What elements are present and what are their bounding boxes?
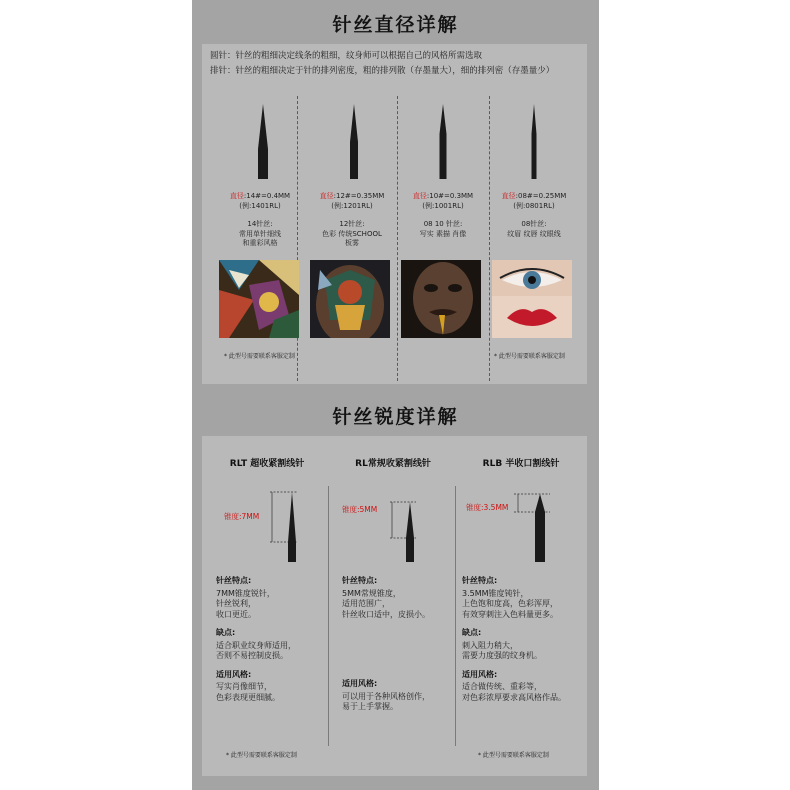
- custom-order-note: * 此型号需要联系客服定制: [478, 752, 549, 759]
- style-label: 适用风格:: [216, 669, 252, 679]
- diameter-label: 直径: [319, 192, 334, 200]
- example-model: (例:1401RL): [239, 201, 281, 210]
- cons-line: 否则不易控制皮损。: [216, 651, 288, 660]
- feature-line: 适用范围广，: [342, 599, 390, 608]
- needle-12-icon: [348, 104, 360, 179]
- rlb-details: [462, 576, 580, 711]
- cons-label: 缺点:: [216, 628, 236, 637]
- description-round-needle: 圆针：针丝的粗细决定线条的粗细，纹身师可以根据自己的风格所需选取: [210, 51, 483, 61]
- needle-name: 08针丝:: [521, 220, 547, 228]
- spec-column-08: [494, 192, 574, 239]
- style-line: 写实肖像细节，: [216, 682, 272, 691]
- taper-label: 锥度: [224, 512, 239, 521]
- feature-line: 上色饱和度高，色彩浑厚，: [462, 599, 558, 608]
- taper-label: 锥度: [342, 505, 357, 514]
- content-panel: [192, 0, 599, 790]
- needle-14-icon: [257, 104, 269, 179]
- style-line: 对色彩浓厚要求高风格作品。: [462, 692, 566, 702]
- rl-taper-diagram: [380, 484, 450, 564]
- rl-details: [342, 576, 460, 721]
- usage-line: 纹眉 纹唇 纹眼线: [507, 229, 561, 238]
- features-label: 针丝特点:: [462, 576, 498, 585]
- custom-order-note: * 此型号需要联系客服定制: [224, 353, 295, 360]
- custom-order-note: * 此型号需要联系客服定制: [226, 752, 297, 759]
- example-model: (例:1001RL): [422, 201, 464, 210]
- feature-line: 3.5MM锥度钝针，: [462, 588, 529, 598]
- diameter-label: 直径: [229, 192, 244, 200]
- taper-value: :3.5MM: [481, 503, 509, 512]
- feature-line: 针丝收口适中，皮损小。: [342, 609, 430, 619]
- example-model: (例:1201RL): [331, 201, 373, 210]
- spec-column-12: [312, 192, 392, 249]
- section2-title: 针丝锐度详解: [332, 406, 459, 428]
- usage-line: 色彩 传统SCHOOL: [322, 229, 382, 238]
- usage-line: 板雾: [345, 239, 359, 247]
- style-line: 易于上手掌握。: [342, 702, 398, 711]
- rlt-taper-label: [224, 511, 259, 522]
- example-model: (例:0801RL): [513, 201, 555, 210]
- needle-name: 12针丝:: [339, 220, 365, 228]
- cons-line: 需要力度强的纹身机。: [462, 651, 542, 660]
- spec-column-14: [220, 192, 300, 249]
- rlb-taper-diagram: [512, 484, 582, 564]
- column-divider: [397, 96, 398, 381]
- needle-name: 08 10 针丝:: [423, 220, 463, 228]
- style-line: 可以用于各种风格创作，: [342, 691, 430, 701]
- usage-line: 写实 素描 肖像: [419, 229, 467, 238]
- cons-line: 适合职业纹身师适用，: [216, 640, 296, 650]
- rl-title: RL常规收紧割线针: [355, 459, 431, 469]
- diameter-box: [202, 44, 587, 384]
- feature-line: 5MM常规锥度，: [342, 588, 401, 598]
- diameter-label: 直径: [412, 192, 427, 200]
- usage-line: 常用单针细线: [239, 229, 281, 238]
- needle-08-icon: [529, 104, 539, 179]
- diameter-value: :12#=0.35MM: [333, 192, 385, 200]
- cosmetic-eye-lip-image: [492, 260, 572, 338]
- column-divider: [489, 96, 490, 381]
- needle-10-icon: [437, 104, 449, 179]
- tattoo-sample-portrait-image: [401, 260, 481, 338]
- diameter-value: :08#=0.25MM: [515, 192, 567, 200]
- rlt-taper-diagram: [252, 484, 322, 564]
- style-line: 适合做传统、重彩等，: [462, 682, 542, 691]
- needle-name: 14针丝:: [247, 220, 273, 228]
- rlb-title: RLB 半收口割线针: [482, 459, 560, 469]
- rlt-details: [216, 576, 334, 711]
- description-liner-needle: 排针：针丝的粗细决定于针的排列密度，粗的排列散（存墨量大），细的排列密（存墨量少）: [210, 66, 555, 76]
- diameter-value: :14#=0.4MM: [243, 192, 291, 200]
- tattoo-sample-colorful-image: [219, 260, 299, 338]
- feature-line: 有效穿刺注入色料量更多。: [462, 609, 558, 619]
- rlt-title: RLT 超收紧割线针: [229, 459, 305, 469]
- rl-taper-label: [342, 504, 377, 515]
- style-label: 适用风格:: [342, 679, 378, 688]
- tattoo-sample-back-piece-image: [310, 260, 390, 338]
- features-label: 针丝特点:: [342, 576, 378, 585]
- cons-label: 缺点:: [462, 628, 482, 637]
- sharpness-box: [202, 436, 587, 776]
- taper-value: :5MM: [357, 505, 378, 514]
- taper-label: 锥度: [466, 503, 481, 512]
- feature-line: 7MM锥度锐针，: [216, 588, 275, 598]
- custom-order-note: * 此型号需要联系客服定制: [494, 353, 565, 360]
- usage-line: 和重彩风格: [242, 239, 278, 247]
- diameter-value: :10#=0.3MM: [426, 192, 474, 200]
- style-label: 适用风格:: [462, 669, 498, 679]
- taper-value: :7MM: [239, 512, 260, 521]
- features-label: 针丝特点:: [216, 576, 252, 585]
- style-line: 色彩表现更细腻。: [216, 692, 280, 702]
- diameter-label: 直径: [501, 192, 516, 200]
- feature-line: 收口更近。: [216, 609, 256, 619]
- cons-line: 刺入阻力稍大，: [462, 640, 518, 650]
- rlb-taper-label: [466, 502, 508, 513]
- feature-line: 针丝锐利，: [216, 599, 256, 608]
- section1-title: 针丝直径详解: [332, 14, 459, 36]
- spec-column-10: [403, 192, 483, 239]
